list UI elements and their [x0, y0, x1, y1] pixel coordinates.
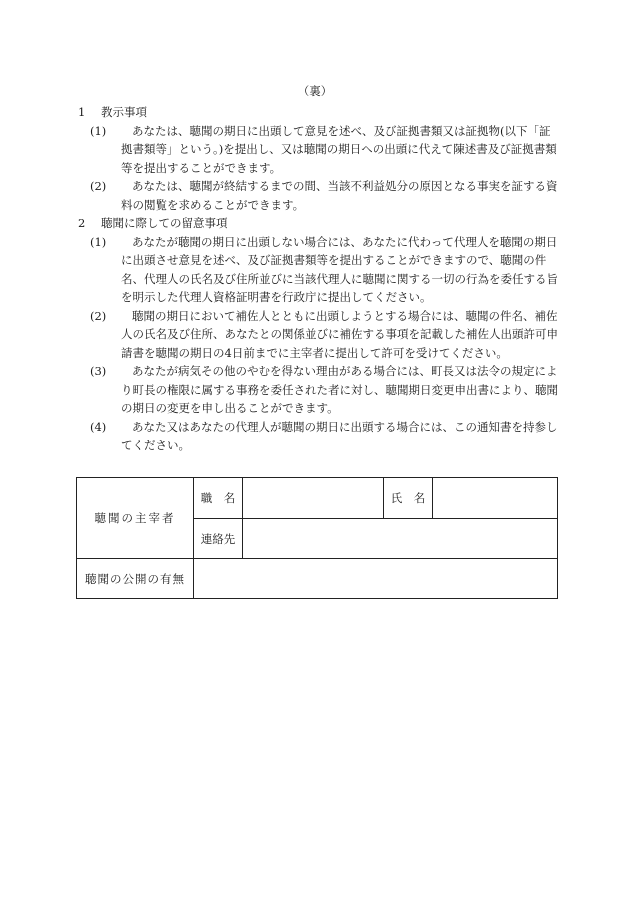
section-heading: [76, 214, 558, 233]
public-hearing-label: 聴聞の公開の有無: [77, 559, 194, 599]
item-text: あなたは、聴聞の期日に出頭して意見を述べ、及び証拠書類又は証拠物(以下「証拠書類等」という。)を提出し、又は聴聞の期日への出頭に代えて陳述書及び証拠書類等を提出することができます。: [121, 123, 557, 175]
section-1: [76, 103, 558, 214]
item-number: (2): [90, 308, 107, 323]
item-number: (1): [90, 123, 107, 138]
document-body: [76, 103, 558, 455]
item-text: 聴聞の期日において補佐人とともに出頭しようとする場合には、聴聞の件名、補佐人の氏名及び住所、あなたとの関係並びに補佐する事項を記載した補佐人出頭許可申請書を聴聞の期日の4日前までに主宰者に提出して許可を受けてください。: [121, 308, 558, 360]
item-number: (3): [90, 364, 107, 378]
name-value-cell[interactable]: [433, 478, 558, 519]
title-label: 職 名: [194, 478, 243, 519]
contact-value-cell[interactable]: [243, 519, 558, 559]
list-item: [76, 177, 558, 214]
item-number: (4): [90, 419, 107, 434]
item-text: あなたが病気その他のやむを得ない理由がある場合には、町長又は法令の規定により町長の権限に属する事務を委任された者に対し、聴聞期日変更申出書により、聴聞の期日の変更を申し出ることができます。: [121, 364, 558, 415]
section-number: 2: [78, 216, 86, 230]
page-side-label: （裏）: [297, 84, 333, 98]
section-heading: [76, 103, 558, 122]
title-value-cell[interactable]: [243, 478, 384, 519]
presider-info-table: [76, 477, 558, 599]
item-text: あなたが聴聞の期日に出頭しない場合には、あなたに代わって代理人を聴聞の期日に出頭させ意見を述べ、及び証拠書類等を提出することができますので、聴聞の件名、代理人の氏名及び住所並びに当該代理人に聴聞に関する一切の行為を委任する旨を明示した代理人資格証明書を行政庁に提出してください。: [121, 234, 558, 304]
public-hearing-value-cell[interactable]: [194, 559, 558, 599]
item-number: (1): [90, 234, 107, 249]
list-item: [76, 307, 558, 363]
list-item: [76, 233, 558, 307]
contact-label: 連絡先: [194, 519, 243, 559]
item-text: あなた又はあなたの代理人が聴聞の期日に出頭する場合には、この通知書を持参してください。: [121, 419, 558, 452]
section-title-text: 教示事項: [101, 105, 147, 119]
item-number: (2): [90, 179, 107, 193]
item-text: あなたは、聴聞が終結するまでの間、当該不利益処分の原因となる事実を証する資料の閲覧を求めることができます。: [121, 179, 558, 212]
list-item: [76, 122, 558, 178]
list-item: [76, 362, 558, 418]
presider-label: 聴聞の主宰者: [77, 478, 194, 559]
name-label: 氏 名: [384, 478, 433, 519]
section-2: [76, 214, 558, 455]
list-item: [76, 418, 558, 455]
section-title-text: 聴聞に際しての留意事項: [101, 216, 228, 230]
section-number: 1: [78, 105, 86, 119]
